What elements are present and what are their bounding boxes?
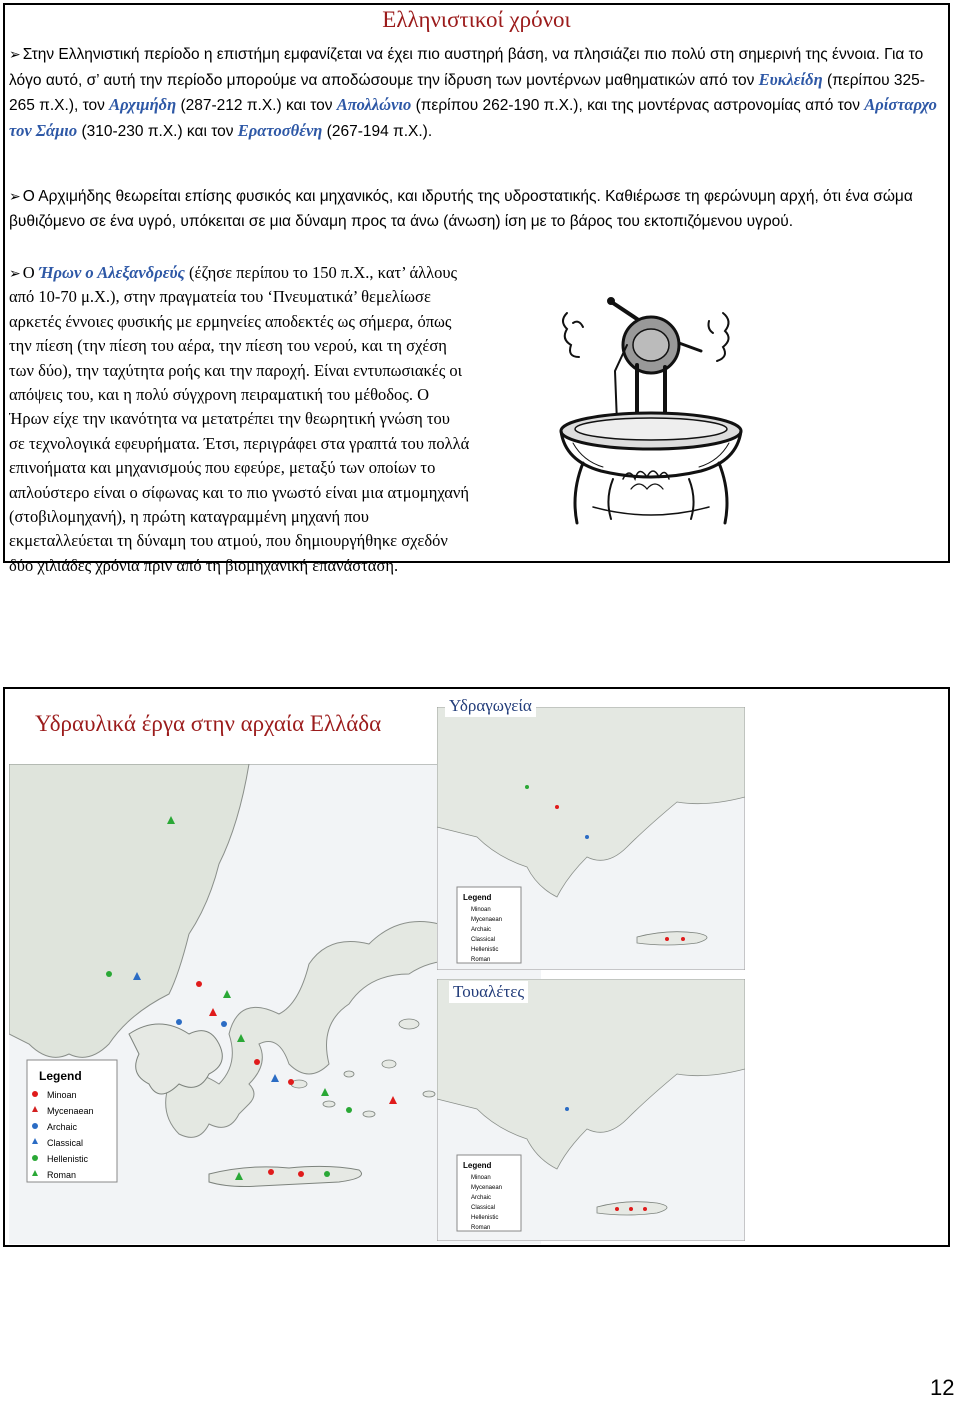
text-line: σε τεχνολογικά εφευρήματα. Έτσι, περιγράφει στα γραπτά του πολλά	[9, 433, 470, 453]
legend-title: Legend	[463, 893, 492, 902]
text-segment: (περίπου 325-265 π.Χ.), τον	[9, 71, 925, 114]
aeolipile-icon	[553, 283, 749, 533]
legend-item: Roman	[471, 1225, 491, 1231]
slide-hydraulic-works	[3, 687, 950, 1247]
legend-item: Archaic	[471, 1195, 492, 1201]
text-segment: Ο	[22, 263, 39, 282]
toilets-label: Τουαλέτες	[449, 981, 528, 1003]
name-aristarchus: Αρίσταρχο τον Σάμιο	[9, 95, 937, 140]
legend-item: Roman	[471, 957, 491, 963]
legend-item: Roman	[47, 1170, 77, 1180]
aqueducts-label: Υδραγωγεία	[445, 695, 536, 717]
text-line: των δύο), την ταχύτητα ροής και την παροχή. Είναι εντυπωσιακές οι	[9, 360, 463, 380]
text-segment: (267-194 π.Χ.).	[322, 122, 433, 140]
text-segment: (287-212 π.Χ.) και τον	[176, 97, 337, 114]
text-line: Ήρων είχε την ικανότητα να μετατρέπει την θεωρητική γνώση του	[9, 409, 450, 429]
legend-item: Mycenaean	[471, 1185, 503, 1191]
greece-map-toilets	[437, 979, 745, 1241]
legend-item: Minoan	[471, 1175, 491, 1181]
paragraph-archimedes	[9, 185, 939, 234]
text-line: απλούστερο είναι ο σίφωνας και το πιο γνωστό είναι μια ατμομηχανή	[9, 482, 470, 502]
text-segment: Στην Ελληνιστική περίοδο η επιστήμη εμφανίζεται να έχει πιο αυστηρή βάση, να πλησιάζει πιο πολύ στη σημερινή της έννοια. Για το λόγο αυτό, σ’ αυτή την περίοδο μπορούμε να αποδώσουμε την ίδρυση των μοντέρνων μαθηματικών από τον	[9, 46, 924, 89]
text-segment: (περίπου 262-190 π.Χ.), και της μοντέρνας αστρονομίας από τον	[411, 97, 865, 114]
text-segment: (310-230 π.Χ.) και τον	[77, 122, 238, 140]
map-legend	[457, 1155, 521, 1231]
name-heron: Ήρων ο Αλεξανδρεύς	[38, 263, 185, 282]
bullet-arrow-icon: ➢	[9, 47, 21, 63]
slide-hellenistic	[3, 3, 950, 575]
name-eratosthenes: Ερατοσθένη	[237, 120, 323, 140]
greece-map-aqueducts	[437, 707, 745, 970]
slide-title: Υδραυλικά έργα στην αρχαία Ελλάδα	[35, 711, 382, 736]
legend-item: Classical	[471, 937, 496, 943]
paragraph-hellenistic-science	[9, 43, 939, 144]
paragraph-heron	[9, 261, 541, 578]
text-line: (στοβιλομηχανή), η πρώτη καταγραμμένη μηχανή που	[9, 506, 369, 526]
legend-item: Minoan	[47, 1090, 77, 1100]
legend-item: Mycenaean	[47, 1106, 94, 1116]
map-legend	[457, 887, 521, 963]
text-line: την πίεση (την πίεση του αέρα, την πίεση του νερού, και τη σχέση	[9, 336, 447, 356]
page-number: 12	[930, 1375, 955, 1400]
name-euclid: Ευκλείδη	[758, 69, 823, 89]
text-segment: Ο Αρχιμήδης θεωρείται επίσης φυσικός και μηχανικός, και ιδρυτής της υδροστατικής. Καθιέρωσε τη φερώνυμη αρχή, ότι ένα σώμα βυθιζόμενο σε ένα υγρό, υπόκειται σε μια δύναμη προς τα άνω (άνωση) ίση με το βάρος του εκτοπιζόμενου υγρού.	[9, 188, 913, 230]
text-line: αρκετές έννοιες φυσικής με ερμηνείες αποδεκτές ως σήμερα, όπως	[9, 311, 452, 331]
text-line: επινοήματα και μηχανισμούς που εφεύρε, μεταξύ των οποίων το	[9, 458, 436, 478]
text-line: εκμεταλλεύεται τη δύναμη του ατμού, που δημιουργήθηκε σχεδόν	[9, 531, 448, 551]
text-segment: (έζησε περίπου το 150 π.Χ., κατ’ άλλους	[184, 263, 458, 282]
text-line: απόψεις του, και η πολύ σύγχρονη πειραματική του μέθοδος. Ο	[9, 384, 430, 404]
legend-item: Minoan	[471, 907, 491, 913]
legend-item: Classical	[471, 1205, 496, 1211]
name-archimedes: Αρχιμήδη	[109, 95, 177, 114]
legend-title: Legend	[39, 1069, 82, 1083]
text-line: δύο χιλιάδες χρόνια πριν από τη βιομηχανική επανάσταση.	[9, 555, 399, 575]
legend-item: Archaic	[47, 1122, 78, 1132]
legend-item: Hellenistic	[47, 1154, 89, 1164]
legend-item: Archaic	[471, 927, 492, 933]
text-line	[9, 261, 541, 285]
legend-item: Mycenaean	[471, 917, 503, 923]
legend-item: Hellenistic	[471, 1215, 499, 1221]
name-apollonius: Απολλώνιο	[336, 95, 412, 114]
legend-title: Legend	[463, 1161, 492, 1170]
legend-item: Hellenistic	[471, 947, 499, 953]
map-legend	[27, 1060, 117, 1182]
text-line: από 10-70 μ.Χ.), στην πραγματεία του ‘Πνευματικά’ θεμελίωσε	[9, 287, 431, 307]
bullet-arrow-icon: ➢	[9, 189, 21, 205]
bullet-arrow-icon: ➢	[9, 266, 21, 282]
slide-title: Ελληνιστικοί χρόνοι	[382, 7, 571, 32]
legend-item: Classical	[47, 1138, 84, 1148]
